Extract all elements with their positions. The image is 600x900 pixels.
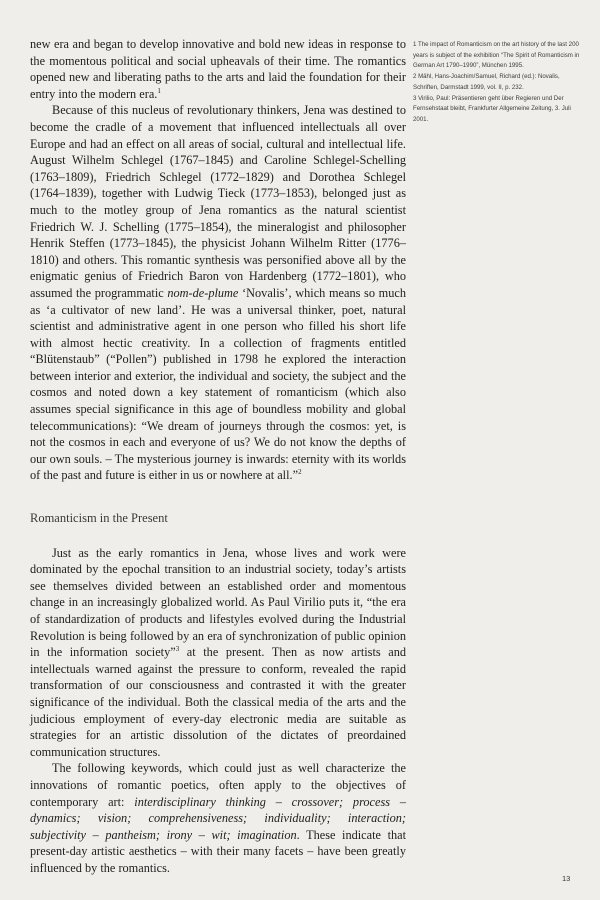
paragraph-2-text-a: Because of this nucleus of revolutionary thinkers, Jena was destined to become the cradle of a movement that influenced intellectuals all over Europe and had an effect on all areas of social, cultural and intellectual life. August Wilhelm Schlegel (1767–1845) and Caroline Schlegel-Schelling (1763–1809), Friedrich Schlegel (1772–1829) and Dorothea Schlegel (1764–1839), together with Ludwig Tieck (1773–1853), belonged just as much to the motley group of Jena romantics as the natural scientist Friedrich W. J. Schelling (1775–1854), the mineralogist and philosopher Henrik Steffen (1773–1845), the physicist Johann Wilhelm Ritter (1776–1810) and others. This romantic synthesis was personified above all by the enigmatic genius of Friedrich Baron von Hardenberg (1772–1801), who assumed the programmatic (30, 103, 406, 300)
footnote-ref-1: 1 (157, 86, 161, 95)
paragraph-3-text-b: at the present. Then as now artists and intellectuals warned against the pressure to conform, revealed the rapid transformation of our consciousness and contrasted it with the greater significance of the individual. Both the classical media of the arts and the judicious employment of every-day electronic media are suitable as strategies for an artistic dissolution of the dictates of preordained communication structures. (30, 645, 406, 759)
footnote-2: 2 Mähl, Hans-Joachim/Samuel, Richard (ed.): Novalis, Schriften, Darmstadt 1999, vol. II, p. 232. (413, 73, 560, 91)
footnote-3: 3 Virilio, Paul: Präsentieren geht über Regieren und Der Fernsehstaat bleibt, Frankfurter Allgemeine Zeitung, 3. Juli 2001. (413, 94, 571, 123)
paragraph-4-text-b: . These indicate that present-day artistic aesthetics – with their many facets – have been greatly influenced by the romantics. (30, 827, 407, 875)
paragraph-4 (30, 760, 406, 876)
main-text-column (30, 36, 406, 877)
footnote-ref-2: 2 (298, 468, 302, 477)
footnotes-column (413, 40, 581, 126)
page-number: 13 (562, 874, 571, 883)
paragraph-3 (30, 545, 406, 761)
footnote-1: 1 The impact of Romanticism on the art history of the last 200 years is subject of the exhibition “The Spirit of Romanticism in German Art 1790–1990”, München 1995. (413, 41, 580, 70)
paragraph-2 (30, 102, 406, 484)
section-heading: Romanticism in the Present (30, 511, 168, 526)
paragraph-1-text: new era and began to develop innovative and bold new ideas in response to the momentous political and social upheavals of their time. The romantics opened new and liberating paths to the arts and laid the foundation for their entry into the modern era. (30, 37, 406, 101)
paragraph-1 (30, 36, 406, 102)
paragraph-2-italic: nom-de-plume (167, 285, 239, 300)
paragraph-2-text-b: ‘Novalis’, which means so much as ‘a cultivator of new land’. He was a universal thinker, poet, natural scientist and administrative agent in one person who filled his short life with almost hectic creativity. In a collection of fragments entitled “Blütenstaub” (“Pollen”) published in 1798 he explored the interaction between interior and exterior, the individual and society, the subject and the cosmos and noted down a key statement of romanticism (which also assumes special significance in this age of boundless mobility and global telecommunications): “We dream of journeys through the cosmos: yet, is not the cosmos in each and everyone of us? We do not know the depths of our own souls. – The mysterious journey is inwards: eternity with its worlds of the past and future is either in us or nowhere at all.” (30, 285, 406, 483)
footnote-ref-3: 3 (175, 645, 180, 654)
paragraph-4-text-a: The following keywords, which could just as well characterize the innovations of romantic poetics, often apply to the objectives of contemporary art: (30, 761, 406, 809)
paragraph-4-italic-keywords: interdisciplinary thinking – crossover; process – dynamics; vision; comprehensiveness; individuality; interaction; subjectivity – pantheism; irony – wit; imagination (30, 794, 406, 842)
paragraph-3-text-a: Just as the early romantics in Jena, whose lives and work were dominated by the epochal transition to an industrial society, today’s artists see themselves divided between an established order and momentous change in an increasingly globalized world. As Paul Virilio puts it, “the era of standardization of products and lifestyles evolved during the Industrial Revolution is being followed by an era of synchronization of public opinion in the information society” (30, 545, 406, 660)
